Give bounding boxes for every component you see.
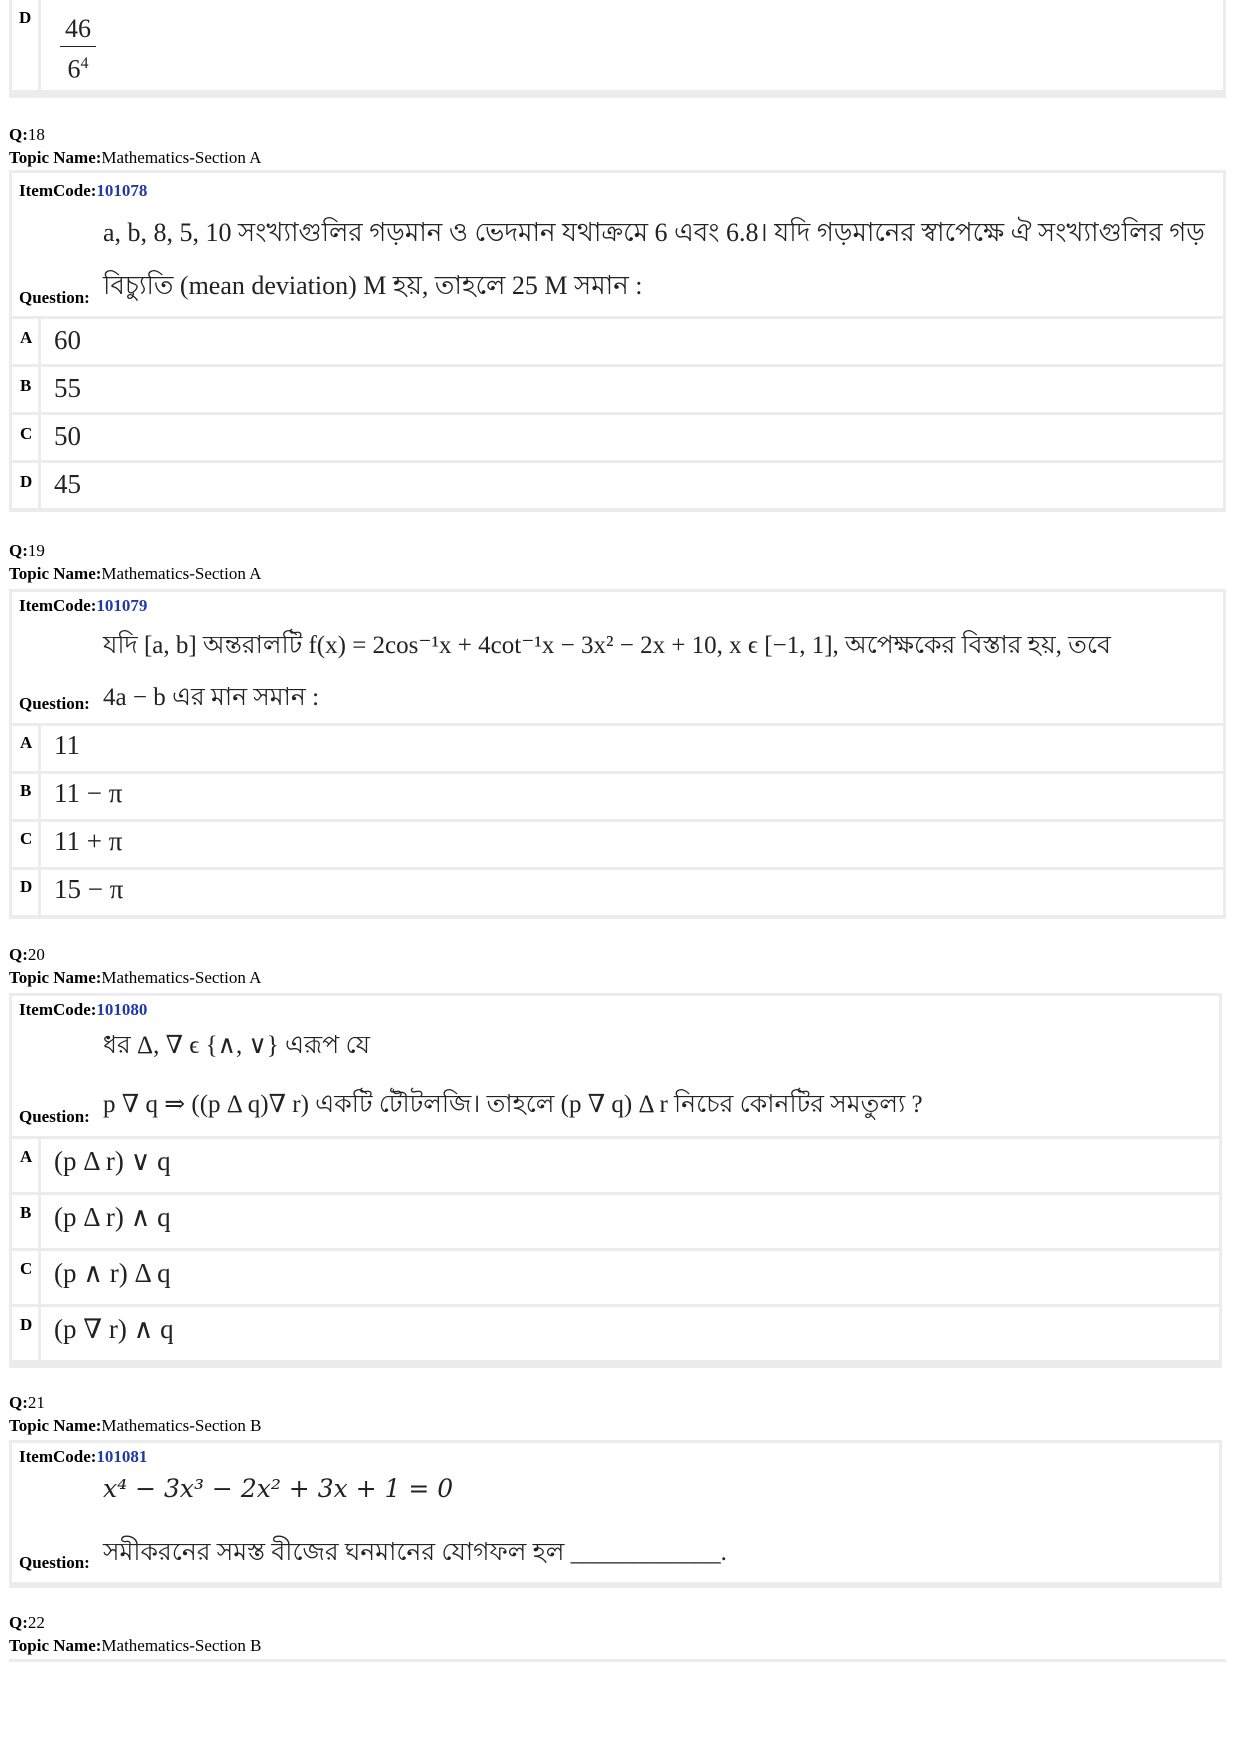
option-content-cell xyxy=(41,367,1223,412)
option-label: B xyxy=(20,781,32,800)
option-text: 50 xyxy=(54,421,81,451)
option-text: 45 xyxy=(54,469,81,499)
question-text-line: বিচ্যুতি (mean deviation) M হয়, তাহলে 25 M সমান : xyxy=(103,271,643,300)
option-label: D xyxy=(20,472,33,491)
topic-name: Topic Name:Mathematics-Section A xyxy=(9,148,262,167)
fraction-denominator: $6^4$ xyxy=(67,54,89,84)
option-text: 55 xyxy=(54,373,81,403)
option-text: 15 − π xyxy=(54,874,124,904)
topic-name: Topic Name:Mathematics-Section B xyxy=(9,1416,262,1435)
option-content-cell xyxy=(41,1307,1219,1360)
topic-name: Topic Name:Mathematics-Section A xyxy=(9,564,262,583)
question-number: Q:22 xyxy=(9,1613,45,1632)
question-text-line: a, b, 8, 5, 10 সংখ্যাগুলির গড়মান ও ভেদমান যথাক্রমে 6 এবং 6.8। যদি গড়মানের স্বাপেক্ষে ঐ সংখ্যাগুলির গড় xyxy=(103,218,1205,247)
option-label: B xyxy=(20,1203,32,1222)
option-label: D xyxy=(20,877,33,896)
option-content-cell xyxy=(41,822,1223,867)
option-label: C xyxy=(20,829,33,848)
question-text-line: 4a − b এর মান সমান : xyxy=(103,684,320,711)
option-label: D xyxy=(20,1315,33,1334)
option-text: (p Δ r) ∨ q xyxy=(54,1146,171,1176)
option-label: A xyxy=(20,1147,33,1166)
option-content-cell xyxy=(41,1139,1219,1192)
question-text-line: p ∇ q ⇒ ((p Δ q)∇ r) একটি টৌটলজি। তাহলে (p ∇ q) Δ r নিচের কোনটির সমতুল্য ? xyxy=(103,1091,923,1118)
option-text: 11 + π xyxy=(54,826,123,856)
question-number: Q:21 xyxy=(9,1393,45,1412)
option-label: C xyxy=(20,424,33,443)
item-code: ItemCode:101078 xyxy=(19,181,148,200)
option-text: (p ∧ r) Δ q xyxy=(54,1258,171,1288)
question-number: Q:18 xyxy=(9,125,45,144)
item-code: ItemCode:101080 xyxy=(19,1000,148,1019)
option-content-cell xyxy=(41,415,1223,460)
question-text-line: ধর Δ, ∇ ϵ {∧, ∨} এরূপ যে xyxy=(103,1032,371,1059)
divider xyxy=(9,1659,1226,1662)
question-number: Q:20 xyxy=(9,945,45,964)
question-text-line: যদি [a, b] অন্তরালটি f(x) = 2cos⁻¹x + 4cot⁻¹x − 3x² − 2x + 10, x ϵ [−1, 1], অপেক্ষকের বিস্তার হয়, তবে xyxy=(103,632,1111,659)
option-text: 60 xyxy=(54,325,81,355)
option-label: C xyxy=(20,1259,33,1278)
option-text: 11 − π xyxy=(54,778,123,808)
option-content-cell xyxy=(41,774,1223,819)
fraction xyxy=(60,14,96,85)
question-text-line: সমীকরনের সমস্ত বীজের ঘনমানের যোগফল হল ____________. xyxy=(103,1539,727,1566)
option-label: B xyxy=(20,376,32,395)
option-label: A xyxy=(20,733,33,752)
question-label: Question: xyxy=(19,694,90,713)
option-label: D xyxy=(19,8,32,27)
option-content-cell xyxy=(41,1251,1219,1304)
option-text: (p Δ r) ∧ q xyxy=(54,1202,171,1232)
option-text: (p ∇ r) ∧ q xyxy=(54,1314,174,1344)
option-content-cell xyxy=(41,870,1223,915)
question-label: Question: xyxy=(19,288,90,307)
prev-question-options xyxy=(9,0,1226,98)
option-content-cell xyxy=(41,726,1223,771)
topic-name: Topic Name:Mathematics-Section A xyxy=(9,968,262,987)
item-code: ItemCode:101079 xyxy=(19,596,148,615)
option-content-cell xyxy=(41,1195,1219,1248)
equation: x⁴ − 3x³ − 2x² + 3x + 1 = 0 xyxy=(103,1474,454,1503)
topic-name: Topic Name:Mathematics-Section B xyxy=(9,1636,262,1655)
fraction-bar xyxy=(60,46,96,47)
option-content-cell xyxy=(41,319,1223,364)
option-text: 11 xyxy=(54,730,80,760)
fraction-numerator: 46 xyxy=(65,14,91,43)
question-number: Q:19 xyxy=(9,541,45,560)
option-content-cell xyxy=(41,0,1223,90)
option-content-cell xyxy=(41,463,1223,508)
question-label: Question: xyxy=(19,1107,90,1126)
question-label: Question: xyxy=(19,1553,90,1572)
option-label: A xyxy=(20,328,33,347)
item-code: ItemCode:101081 xyxy=(19,1447,148,1466)
